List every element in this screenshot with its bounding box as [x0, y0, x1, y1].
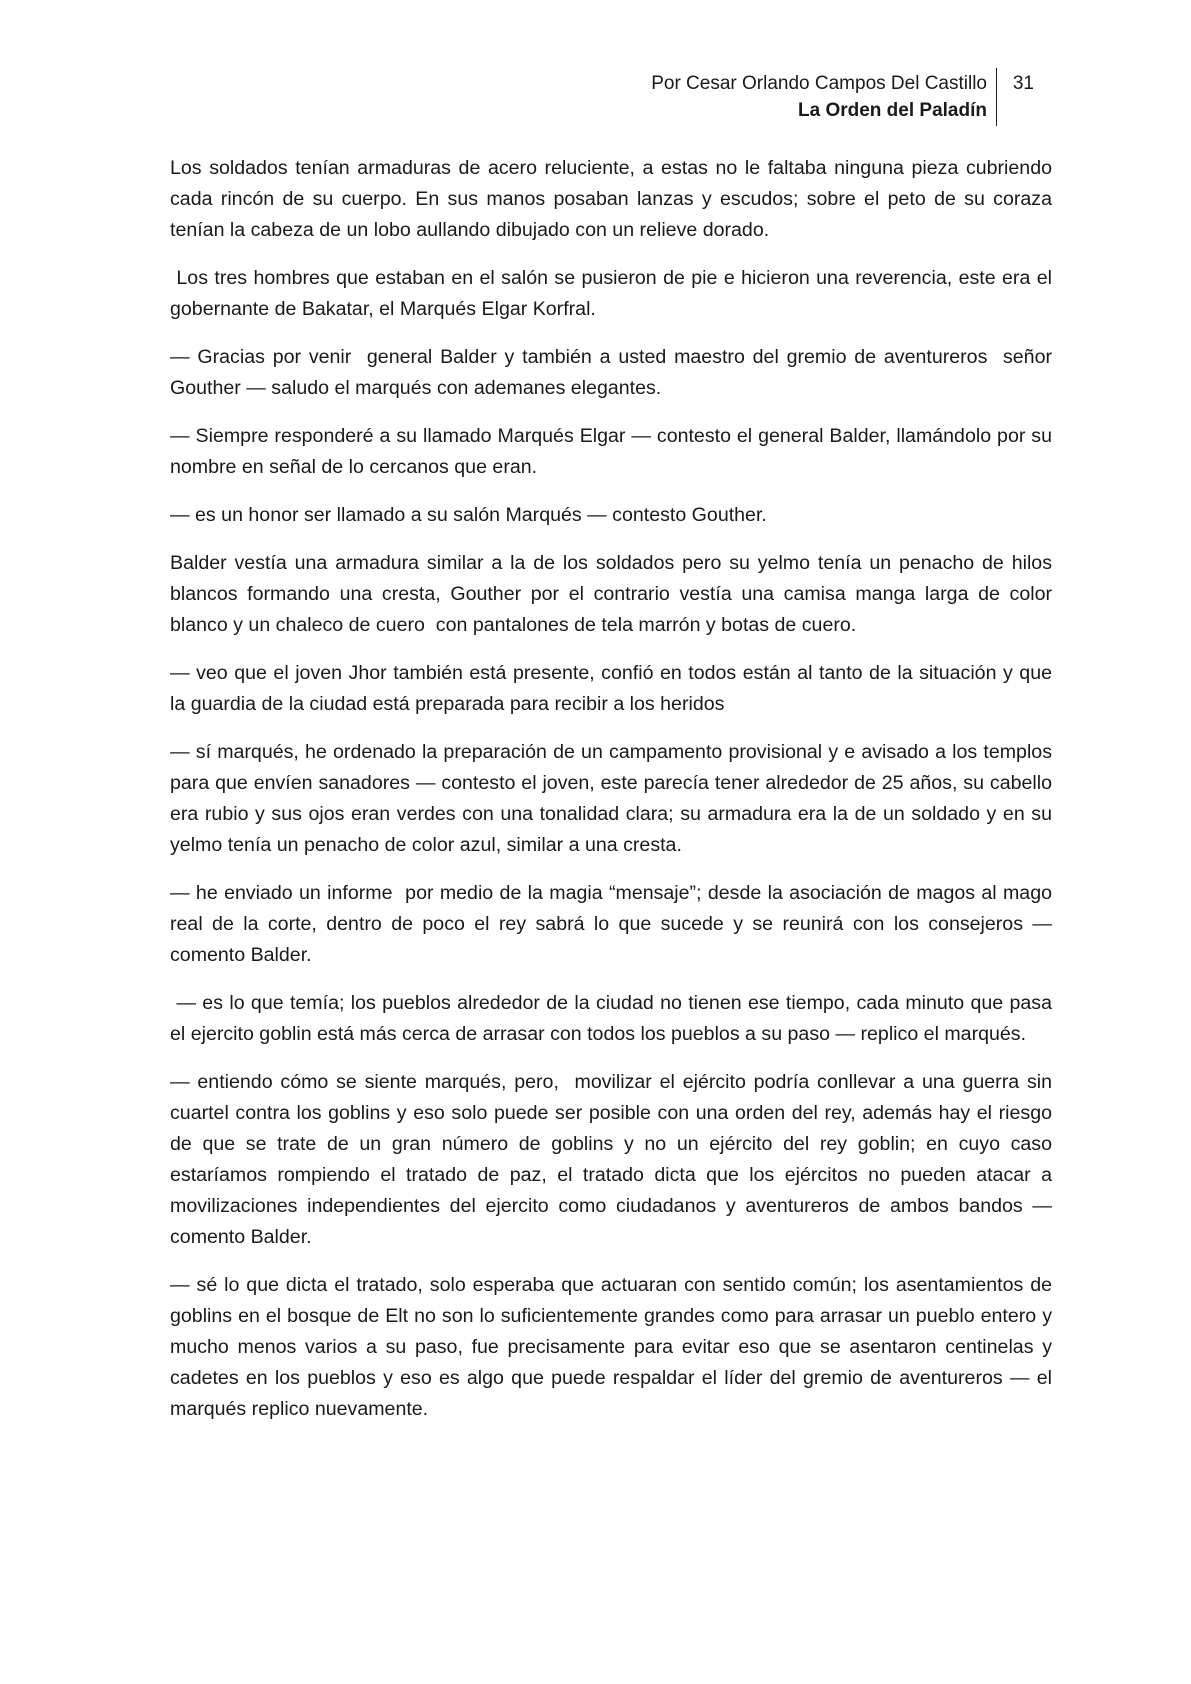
- body-text: [170, 153, 1058, 1442]
- paragraph: Los soldados tenían armaduras de acero reluciente, a estas no le faltaba ninguna pieza cubriendo cada rincón de su cuerpo. En sus manos posaban lanzas y escudos; sobre el peto de su coraza tenían la cabeza de un lobo aullando dibujado con un relieve dorado.: [170, 157, 1058, 241]
- header-divider: [996, 68, 997, 126]
- paragraph: — sí marqués, he ordenado la preparación de un campamento provisional y e avisado a los templos para que envíen sanadores — contesto el joven, este parecía tener alrededor de 25 años, su cabello era rubio y sus ojos eran verdes con una tonalidad clara; su armadura era la de un soldado y en su yelmo tenía un penacho de color azul, similar a una cresta.: [170, 741, 1058, 856]
- paragraph: — es un honor ser llamado a su salón Marqués — contesto Gouther.: [170, 504, 767, 526]
- paragraph: Balder vestía una armadura similar a la de los soldados pero su yelmo tenía un penacho de hilos blancos formando una cresta, Gouther por el contrario vestía una camisa manga larga de color blanco y un chaleco de cuero con pantalones de tela marrón y botas de cuero.: [170, 552, 1058, 636]
- paragraph: Los tres hombres que estaban en el salón se pusieron de pie e hicieron una reverencia, este era el gobernante de Bakatar, el Marqués Elgar Korfral.: [170, 267, 1058, 320]
- paragraph: — sé lo que dicta el tratado, solo esperaba que actuaran con sentido común; los asentamientos de goblins en el bosque de Elt no son lo suficientemente grandes como para arrasar un pueblo entero y mucho menos varios a su paso, fue precisamente para evitar eso que se asentaron centinelas y cadetes en los pueblos y eso es algo que puede respaldar el líder del gremio de aventureros — el marqués replico nuevamente.: [170, 1274, 1058, 1420]
- page-header: [560, 66, 1060, 122]
- running-header: [651, 70, 987, 124]
- paragraph: — es lo que temía; los pueblos alrededor de la ciudad no tienen ese tiempo, cada minuto que pasa el ejercito goblin está más cerca de arrasar con todos los pueblos a su paso — replico el marqués.: [170, 992, 1058, 1045]
- header-author: Por Cesar Orlando Campos Del Castillo: [651, 73, 987, 94]
- paragraph: — he enviado un informe por medio de la magia “mensaje”; desde la asociación de magos al mago real de la corte, dentro de poco el rey sabrá lo que sucede y se reunirá con los consejeros — comento Balder.: [170, 882, 1058, 966]
- paragraph: — entiendo cómo se siente marqués, pero, movilizar el ejército podría conllevar a una guerra sin cuartel contra los goblins y eso solo puede ser posible con una orden del rey, además hay el riesgo de que se trate de un gran número de goblins y no un ejército del rey goblin; en cuyo caso estaríamos rompiendo el tratado de paz, el tratado dicta que los ejércitos no pueden atacar a movilizaciones independientes del ejercito como ciudadanos y aventureros de ambos bandos — comento Balder.: [170, 1071, 1058, 1248]
- paragraph: — Gracias por venir general Balder y también a usted maestro del gremio de aventureros señor Gouther — saludo el marqués con ademanes elegantes.: [170, 346, 1058, 399]
- paragraph: — Siempre responderé a su llamado Marqués Elgar — contesto el general Balder, llamándolo por su nombre en señal de lo cercanos que eran.: [170, 425, 1058, 478]
- header-book-title: La Orden del Paladín: [798, 100, 987, 121]
- page-number: 31: [1012, 73, 1034, 94]
- paragraph: — veo que el joven Jhor también está presente, confió en todos están al tanto de la situación y que la guardia de la ciudad está preparada para recibir a los heridos: [170, 662, 1058, 715]
